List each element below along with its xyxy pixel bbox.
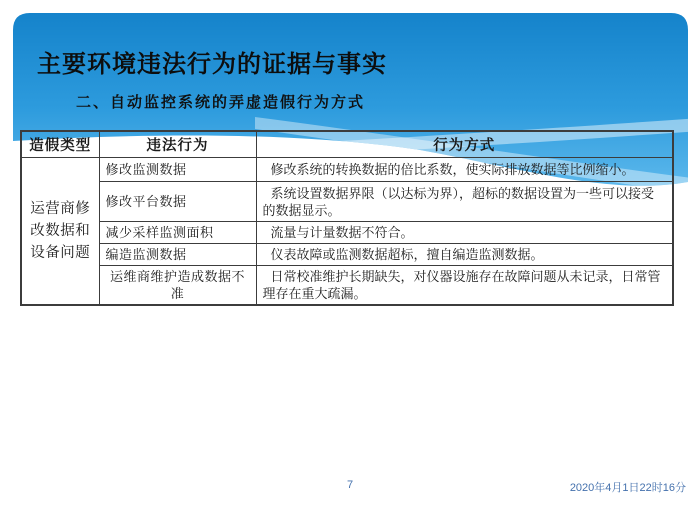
column-header-illegal-behavior: 违法行为: [99, 131, 256, 158]
behavior-cell: 修改平台数据: [99, 182, 256, 222]
fraud-type-category-cell: 运营商修改数据和设备问题: [21, 158, 99, 306]
method-cell: 流量与计量数据不符合。: [256, 222, 673, 244]
slide-datetime: 2020年4月1日22时16分: [569, 482, 686, 494]
fraud-methods-table: [20, 130, 674, 306]
page-number: 7: [346, 479, 354, 491]
behavior-cell: 运维商维护造成数据不准: [99, 266, 256, 306]
table-row: [21, 182, 673, 222]
column-header-fraud-type: 造假类型: [21, 131, 99, 158]
method-cell: 日常校准维护长期缺失，对仪器设施存在故障问题从未记录，日常管理存在重大疏漏。: [256, 266, 673, 306]
slide-title: 主要环境违法行为的证据与事实: [37, 51, 387, 78]
method-cell: 仪表故障或监测数据超标，擅自编造监测数据。: [256, 244, 673, 266]
table-header-row: [21, 131, 673, 158]
table-row: [21, 244, 673, 266]
behavior-cell: 减少采样监测面积: [99, 222, 256, 244]
column-header-behavior-method: 行为方式: [256, 131, 673, 158]
table-row: [21, 158, 673, 182]
behavior-cell: 修改监测数据: [99, 158, 256, 182]
table-row: [21, 222, 673, 244]
method-cell: 修改系统的转换数据的倍比系数，使实际排放数据等比例缩小。: [256, 158, 673, 182]
slide-subtitle: 二、自动监控系统的弄虚造假行为方式: [76, 95, 366, 111]
method-cell: 系统设置数据界限（以达标为界），超标的数据设置为一些可以接受的数据显示。: [256, 182, 673, 222]
behavior-cell: 编造监测数据: [99, 244, 256, 266]
table-row: [21, 266, 673, 306]
